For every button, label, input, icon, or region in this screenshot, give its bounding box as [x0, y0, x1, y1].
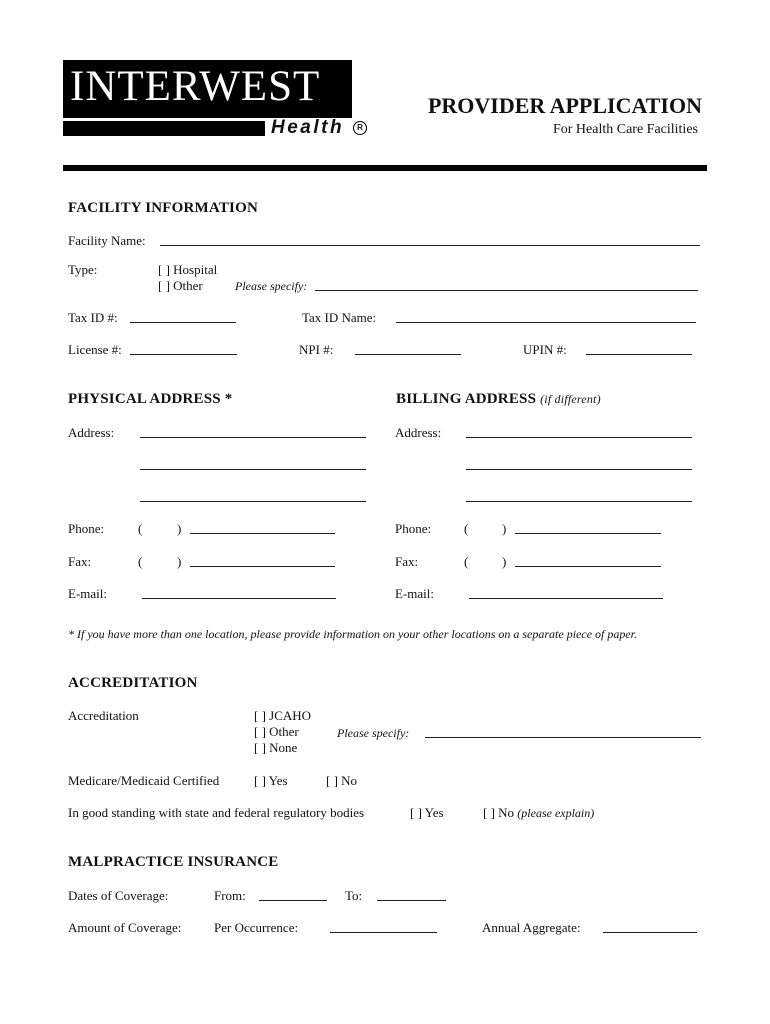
facility-name-field[interactable] [160, 245, 700, 246]
accreditation-jcaho-checkbox[interactable]: [ ] JCAHO [254, 708, 312, 723]
physical-address-label: Address: [68, 425, 115, 440]
billing-address-heading-text: BILLING ADDRESS [396, 391, 537, 407]
accreditation-other-checkbox[interactable]: [ ] Other [254, 724, 299, 739]
tax-id-name-field[interactable] [396, 322, 696, 323]
medicare-yes-checkbox[interactable]: [ ] Yes [254, 773, 288, 788]
npi-field[interactable] [355, 354, 461, 355]
billing-phone-field[interactable] [515, 533, 661, 534]
upin-field[interactable] [586, 354, 692, 355]
per-occurrence-field[interactable] [330, 932, 437, 933]
standing-label: In good standing with state and federal regulatory bodies [68, 805, 365, 820]
annual-aggregate-label: Annual Aggregate: [482, 920, 581, 935]
accreditation-specify-field[interactable] [425, 737, 701, 738]
physical-phone-label: Phone: [68, 521, 105, 536]
license-field[interactable] [130, 354, 237, 355]
type-label: Type: [68, 262, 98, 277]
medicare-no-checkbox[interactable]: [ ] No [326, 773, 358, 788]
per-occurrence-label: Per Occurrence: [214, 920, 299, 935]
logo-text: INTERWEST [70, 63, 321, 110]
physical-address-line-1[interactable] [140, 437, 366, 438]
billing-address-label: Address: [395, 425, 442, 440]
type-specify-field[interactable] [315, 290, 698, 291]
accreditation-specify-label: Please specify: [337, 726, 410, 740]
upin-label: UPIN #: [523, 342, 567, 357]
standing-yes-checkbox[interactable]: [ ] Yes [410, 805, 444, 820]
npi-label: NPI #: [299, 342, 334, 357]
billing-address-line-2[interactable] [466, 469, 692, 470]
physical-fax-paren-close: ) [177, 554, 182, 569]
physical-fax-label: Fax: [68, 554, 92, 569]
physical-fax-paren-open: ( [138, 554, 143, 569]
tax-id-label: Tax ID #: [68, 310, 118, 325]
registered-mark-icon: R [353, 121, 367, 135]
billing-email-label: E-mail: [395, 586, 434, 601]
coverage-from-label: From: [214, 888, 246, 903]
physical-fax-field[interactable] [190, 566, 335, 567]
tax-id-name-label: Tax ID Name: [302, 310, 377, 325]
coverage-from-field[interactable] [259, 900, 327, 901]
billing-address-line-3[interactable] [466, 501, 692, 502]
billing-address-heading [396, 391, 601, 408]
billing-phone-paren-open: ( [464, 521, 469, 536]
physical-email-field[interactable] [142, 598, 336, 599]
facility-heading: FACILITY INFORMATION [68, 200, 258, 216]
accreditation-heading: ACCREDITATION [68, 675, 198, 691]
coverage-to-field[interactable] [377, 900, 446, 901]
tax-id-field[interactable] [130, 322, 236, 323]
physical-address-line-2[interactable] [140, 469, 366, 470]
type-hospital-checkbox[interactable]: [ ] Hospital [158, 262, 218, 277]
physical-email-label: E-mail: [68, 586, 107, 601]
type-other-checkbox[interactable]: [ ] Other [158, 278, 203, 293]
standing-no-text: [ ] No [483, 805, 515, 820]
amount-of-coverage-label: Amount of Coverage: [68, 920, 182, 935]
dates-of-coverage-label: Dates of Coverage: [68, 888, 169, 903]
accreditation-none-checkbox[interactable]: [ ] None [254, 740, 298, 755]
billing-fax-field[interactable] [515, 566, 661, 567]
page-subtitle: For Health Care Facilities [552, 122, 698, 137]
billing-fax-paren-close: ) [502, 554, 507, 569]
logo-health-text: Health [271, 117, 345, 138]
facility-name-label: Facility Name: [68, 233, 146, 248]
physical-phone-field[interactable] [190, 533, 335, 534]
standing-no-note: (please explain) [517, 806, 595, 820]
billing-phone-label: Phone: [395, 521, 432, 536]
logo-bar [63, 121, 265, 136]
physical-phone-paren-open: ( [138, 521, 143, 536]
billing-address-line-1[interactable] [466, 437, 692, 438]
location-footnote: * If you have more than one location, please provide information on your other locations on a separate piece of paper. [68, 627, 638, 641]
page-title: PROVIDER APPLICATION [427, 93, 702, 118]
license-label: License #: [68, 342, 122, 357]
medicare-label: Medicare/Medicaid Certified [68, 773, 220, 788]
standing-no-checkbox[interactable] [483, 805, 594, 821]
type-specify-label: Please specify: [235, 279, 308, 293]
physical-address-heading: PHYSICAL ADDRESS * [68, 391, 233, 407]
billing-phone-paren-close: ) [502, 521, 507, 536]
annual-aggregate-field[interactable] [603, 932, 697, 933]
accreditation-label: Accreditation [68, 708, 139, 723]
physical-phone-paren-close: ) [177, 521, 182, 536]
billing-fax-label: Fax: [395, 554, 419, 569]
physical-address-line-3[interactable] [140, 501, 366, 502]
malpractice-heading: MALPRACTICE INSURANCE [68, 854, 279, 870]
billing-address-heading-note: (if different) [540, 392, 601, 406]
coverage-to-label: To: [345, 888, 363, 903]
billing-email-field[interactable] [469, 598, 663, 599]
header-rule [63, 165, 707, 171]
billing-fax-paren-open: ( [464, 554, 469, 569]
